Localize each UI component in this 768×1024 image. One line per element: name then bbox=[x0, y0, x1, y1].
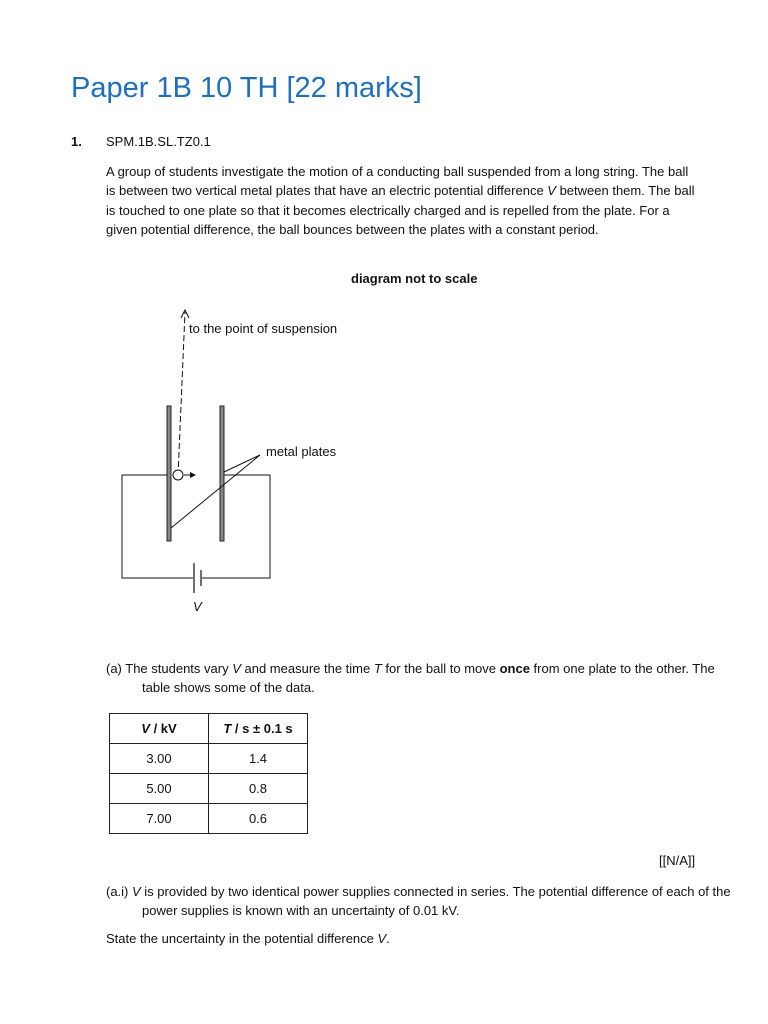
table-row bbox=[110, 744, 308, 774]
part-ai-text bbox=[106, 882, 732, 921]
part-ai-text-1: (a.i) bbox=[106, 884, 132, 899]
conducting-ball bbox=[173, 470, 183, 480]
plates-label-leaders bbox=[171, 455, 260, 528]
cell-voltage: 5.00 bbox=[110, 774, 209, 804]
circuit-wires bbox=[122, 475, 270, 578]
ball-motion-arrow bbox=[184, 472, 196, 478]
cell-voltage: 7.00 bbox=[110, 804, 209, 834]
suspension-label: to the point of suspension bbox=[189, 321, 338, 336]
cell-time: 0.8 bbox=[209, 774, 308, 804]
battery-symbol bbox=[194, 563, 201, 593]
table-row bbox=[110, 774, 308, 804]
left-plate bbox=[167, 406, 171, 541]
marks-note: [[N/A]] bbox=[659, 853, 696, 868]
part-a-variable-t: T bbox=[373, 661, 382, 676]
question-intro bbox=[106, 162, 696, 239]
part-a-variable-v: V bbox=[232, 661, 241, 676]
prompt-text-2: . bbox=[386, 931, 390, 946]
suspension-string bbox=[178, 310, 189, 476]
cell-time: 1.4 bbox=[209, 744, 308, 774]
plates-label: metal plates bbox=[266, 444, 337, 459]
page-title: Paper 1B 10 TH [22 marks] bbox=[71, 72, 422, 104]
part-a-text-2: and measure the time bbox=[240, 661, 374, 676]
cell-time: 0.6 bbox=[209, 804, 308, 834]
part-a-text-1: (a) The students vary bbox=[106, 661, 233, 676]
header-voltage-symbol: V bbox=[141, 721, 150, 736]
table-header-row bbox=[110, 714, 308, 744]
diagram-caption: diagram not to scale bbox=[351, 271, 478, 286]
cell-voltage: 3.00 bbox=[110, 744, 209, 774]
prompt-variable-v: V bbox=[377, 931, 387, 946]
data-table bbox=[109, 713, 308, 834]
part-a-text-3: for the ball to move bbox=[381, 661, 500, 676]
prompt-text-1: State the uncertainty in the potential difference bbox=[106, 931, 378, 946]
table-row bbox=[110, 804, 308, 834]
part-a-text bbox=[106, 659, 732, 698]
part-a-emphasis: once bbox=[499, 661, 530, 676]
intro-variable-v: V bbox=[547, 183, 556, 199]
header-time bbox=[209, 714, 308, 744]
intro-text-2: between them. The ball is touched to one plate so that it becomes electrically charged and is repelled from the plate. For a given potential difference, the ball bounces between the plates with a constant period. bbox=[106, 183, 695, 237]
intro-text-1: A group of students investigate the motion of a conducting ball suspended from a long string. The ball is between two vertical metal plates that have an electric potential difference bbox=[106, 164, 689, 199]
question-prompt bbox=[106, 931, 390, 946]
apparatus-diagram bbox=[100, 300, 380, 620]
question-reference: SPM.1B.SL.TZ0.1 bbox=[106, 134, 211, 149]
right-plate bbox=[220, 406, 224, 541]
question-number: 1. bbox=[71, 134, 82, 149]
header-time-symbol: T bbox=[223, 721, 232, 736]
battery-label: V bbox=[193, 599, 202, 614]
header-voltage bbox=[110, 714, 209, 744]
header-time-unit: / s ± 0.1 s bbox=[231, 721, 293, 736]
part-a-text-4: from one plate to the other. The table shows some of the data. bbox=[142, 661, 715, 696]
part-ai-text-2: is provided by two identical power supplies connected in series. The potential difference of each of the power supplies is known with an uncertainty of 0.01 kV. bbox=[140, 884, 731, 919]
part-ai-variable-v: V bbox=[132, 884, 141, 899]
header-voltage-unit: / kV bbox=[149, 721, 177, 736]
